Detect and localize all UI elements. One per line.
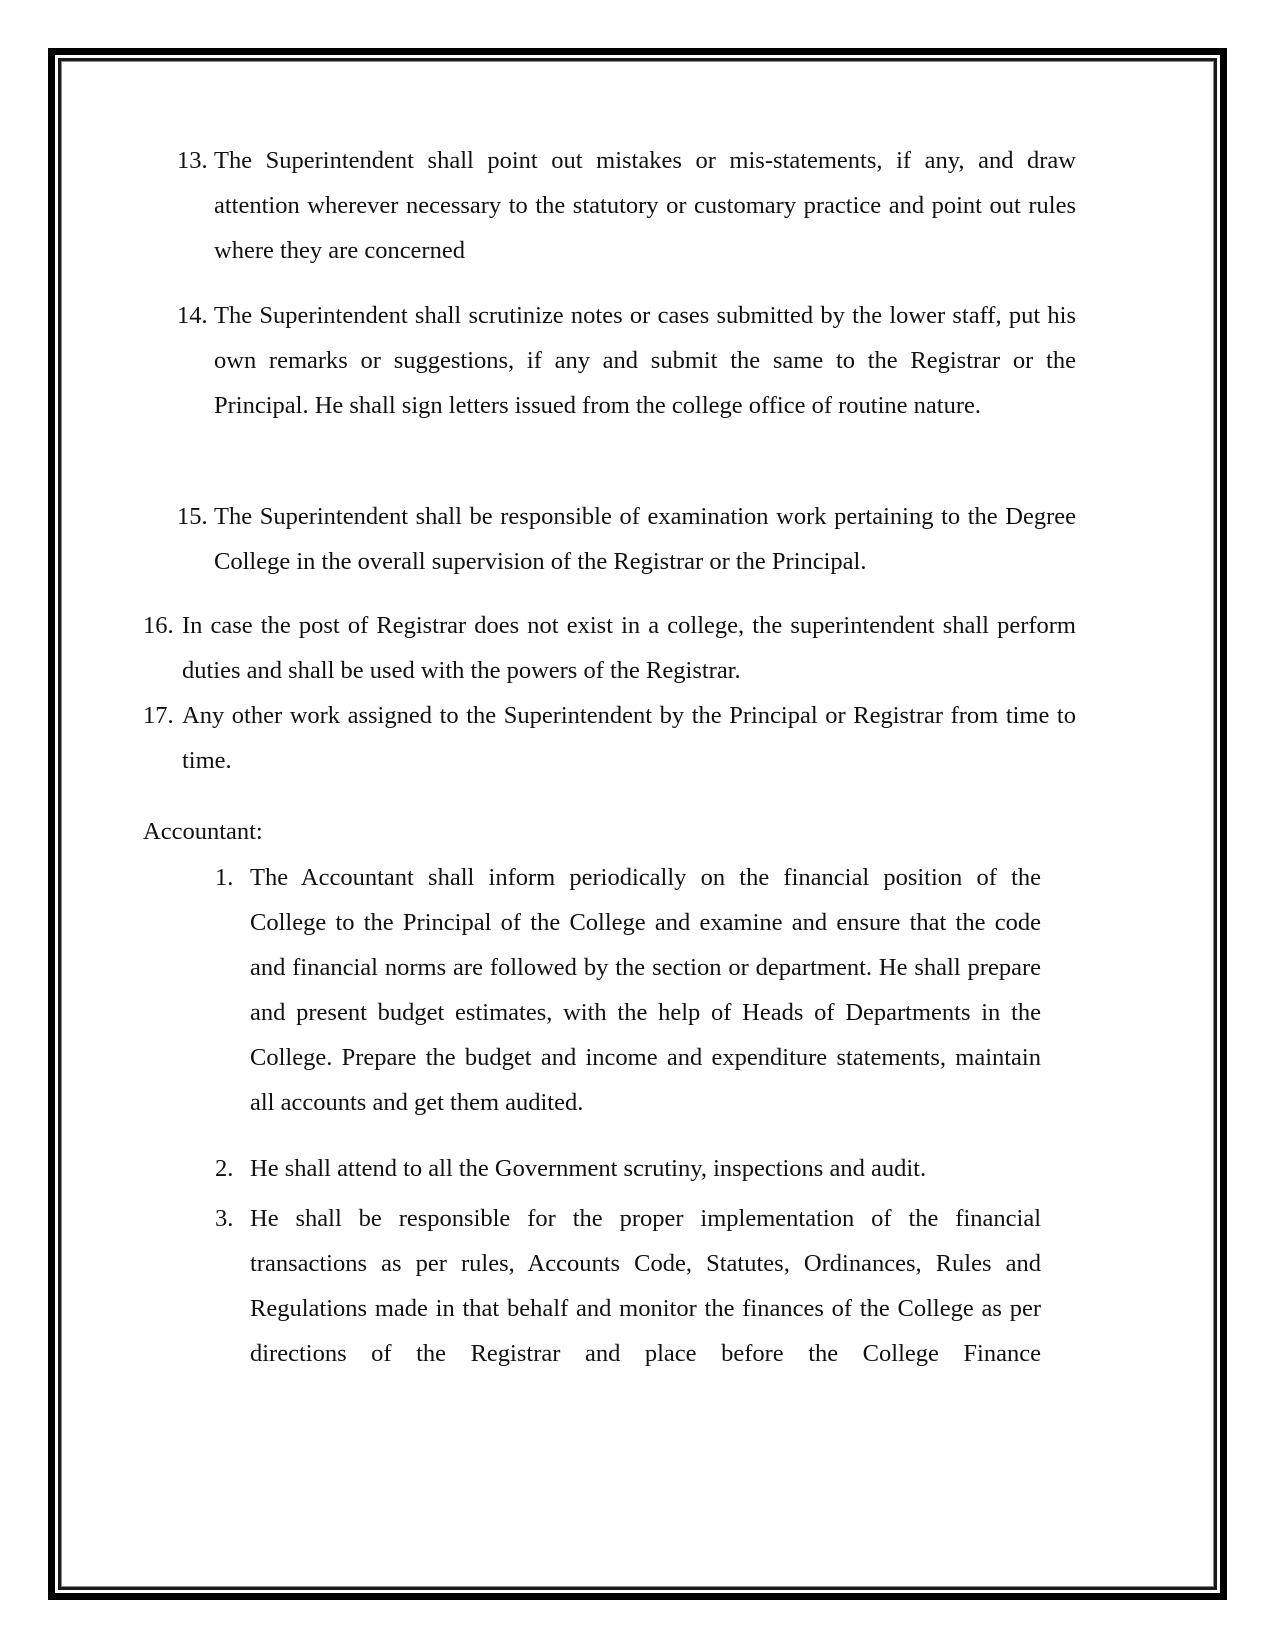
list-text: The Accountant shall inform periodically on the financial position of the College to the Principal of the College and examine and ensure that the code and financial norms are followed by the section or department. He shall prepare and present budget estimates, with the help of Heads of Departments in the College. Prepare the budget and income and expenditure statements, maintain all accounts and get them audited. xyxy=(250,864,1041,1116)
list-number: 3. xyxy=(215,1205,234,1232)
list-text: Any other work assigned to the Superintendent by the Principal or Registrar from time to time. xyxy=(182,702,1076,774)
list-item-14 xyxy=(177,293,1076,428)
list-text: The Superintendent shall scrutinize notes or cases submitted by the lower staff, put his own remarks or suggestions, if any and submit the same to the Registrar or the Principal. He shall sign letters issued from the college office of routine nature. xyxy=(214,302,1076,419)
accountant-item-1 xyxy=(215,855,1041,1125)
list-text: The Superintendent shall point out mistakes or mis-statements, if any, and draw attention wherever necessary to the statutory or customary practice and point out rules where they are concerned xyxy=(214,147,1076,264)
list-number: 14. xyxy=(177,302,208,329)
accountant-item-2 xyxy=(215,1146,1041,1191)
list-number: 2. xyxy=(215,1155,234,1182)
list-number: 13. xyxy=(177,147,208,174)
list-item-17 xyxy=(143,693,1076,783)
list-number: 1. xyxy=(215,864,234,891)
list-item-13 xyxy=(177,138,1076,273)
section-heading-accountant: Accountant: xyxy=(143,818,263,845)
list-text: The Superintendent shall be responsible of examination work pertaining to the Degree College in the overall supervision of the Registrar or the Principal. xyxy=(214,503,1076,575)
list-number: 16. xyxy=(143,612,174,639)
list-number: 17. xyxy=(143,702,174,729)
accountant-item-3 xyxy=(215,1196,1041,1376)
list-number: 15. xyxy=(177,503,208,530)
list-text: He shall be responsible for the proper implementation of the financial transactions as per rules, Accounts Code, Statutes, Ordinances, Rules and Regulations made in that behalf and monitor the finances of the College as per directions of the Registrar and place before the College Finance xyxy=(250,1205,1041,1367)
list-text: He shall attend to all the Government scrutiny, inspections and audit. xyxy=(250,1155,927,1182)
list-item-16 xyxy=(143,603,1076,693)
list-item-15 xyxy=(177,494,1076,584)
list-text: In case the post of Registrar does not exist in a college, the superintendent shall perform duties and shall be used with the powers of the Registrar. xyxy=(182,612,1076,684)
